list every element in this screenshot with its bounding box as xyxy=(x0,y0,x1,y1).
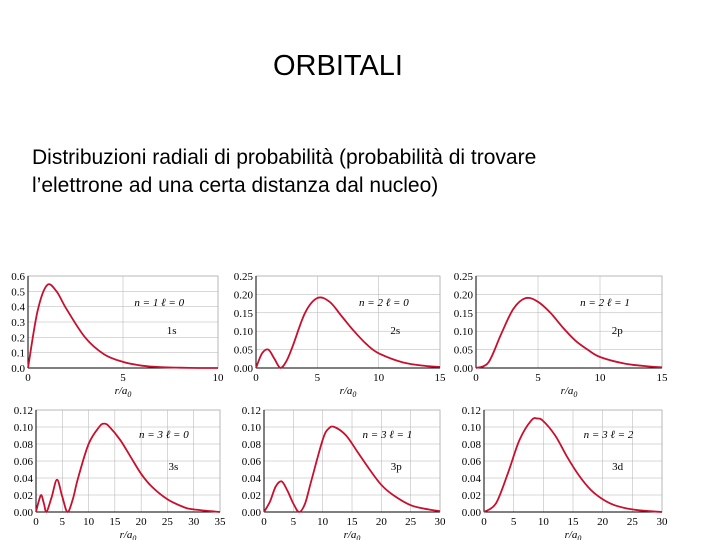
chart-2s-ytick-label: 0.25 xyxy=(233,271,253,283)
chart-3p-orbital-label: 3p xyxy=(390,461,402,473)
chart-2s-frame xyxy=(256,276,440,368)
chart-3p-ytick-label: 0.04 xyxy=(241,473,261,485)
chart-1s-ytick-label: 0.4 xyxy=(11,301,25,314)
chart-2p-curve xyxy=(476,298,662,368)
chart-2s-ytick-label: 0.10 xyxy=(233,326,253,339)
chart-1s-xtick-label: 10 xyxy=(212,372,224,384)
chart-3d-ytick-label: 0.08 xyxy=(461,439,481,451)
chart-1s-xtick-label: 5 xyxy=(120,372,126,384)
chart-3p-xtick-label: 20 xyxy=(375,516,387,528)
chart-3d-ytick-label: 0.10 xyxy=(461,422,481,434)
chart-2p-ytick-label: 0.15 xyxy=(453,307,473,320)
chart-3p-ytick-label: 0.02 xyxy=(241,490,261,502)
chart-3d-xlabel: $r/a_0$ xyxy=(564,529,582,540)
chart-3p-ytick-label: 0.08 xyxy=(241,439,261,451)
chart-3s-xlabel: $r/a_0$ xyxy=(119,529,137,540)
chart-3d-ytick-label: 0.06 xyxy=(461,456,481,468)
chart-3s-xtick-label: 5 xyxy=(59,516,66,528)
chart-3s-curve xyxy=(36,424,220,512)
chart-2p-quantum-label: n = 2 ℓ = 1 xyxy=(580,297,630,309)
chart-3s-xtick-label: 15 xyxy=(109,516,121,528)
chart-3s-xtick-label: 30 xyxy=(188,516,200,528)
chart-3s-ytick-label: 0.02 xyxy=(13,490,33,502)
chart-3d-xtick-label: 30 xyxy=(656,516,668,528)
subtitle-line-1: Distribuzioni radiali di probabilità (probabilità di trovare xyxy=(32,146,537,169)
chart-3s-ytick-label: 0.10 xyxy=(13,422,33,434)
slide-subtitle xyxy=(32,144,692,200)
chart-3p-xtick-label: 0 xyxy=(261,516,267,528)
chart-3d-xtick-label: 15 xyxy=(567,516,579,528)
chart-3d-orbital-label: 3d xyxy=(612,461,624,473)
chart-3s-ytick-label: 0.04 xyxy=(13,473,33,485)
chart-2p-xtick-label: 15 xyxy=(656,372,668,384)
chart-3p-xtick-label: 5 xyxy=(290,516,297,528)
chart-3s-ytick-label: 0.06 xyxy=(13,456,33,468)
chart-3p-xtick-label: 25 xyxy=(405,516,417,528)
radial-probability-charts xyxy=(0,260,720,540)
chart-2s-quantum-label: n = 2 ℓ = 0 xyxy=(359,297,409,309)
subtitle-line-2: l’elettrone ad una certa distanza dal nucleo) xyxy=(32,174,439,197)
chart-2p-xtick-label: 0 xyxy=(473,372,479,384)
chart-2s-xtick-label: 10 xyxy=(373,372,385,384)
chart-2p-ytick-label: 0.10 xyxy=(453,326,473,339)
chart-3d-quantum-label: n = 3 ℓ = 2 xyxy=(583,429,634,441)
chart-3p-ytick-label: 0.10 xyxy=(241,422,261,434)
chart-3p-ytick-label: 0.00 xyxy=(241,507,261,519)
chart-1s-ytick-label: 0.0 xyxy=(11,363,25,375)
chart-2p-ytick-label: 0.25 xyxy=(453,271,473,283)
chart-2s-curve xyxy=(256,297,440,368)
chart-1s-quantum-label: n = 1 ℓ = 0 xyxy=(134,297,185,309)
chart-3p-xlabel: $r/a_0$ xyxy=(343,529,361,540)
chart-3s-xtick-label: 35 xyxy=(214,516,226,528)
chart-3d-xtick-label: 25 xyxy=(626,516,638,528)
chart-2s-xtick-label: 0 xyxy=(253,372,259,384)
chart-3d-ytick-label: 0.12 xyxy=(461,405,481,417)
chart-2s-ytick-label: 0.00 xyxy=(233,363,253,375)
chart-1s-ytick-label: 0.6 xyxy=(11,271,25,283)
chart-2s-xlabel: $r/a_0$ xyxy=(339,385,357,399)
slide-title: ORBITALI xyxy=(273,50,403,82)
chart-2p-ytick-label: 0.00 xyxy=(453,363,473,375)
chart-3s-xtick-label: 25 xyxy=(161,516,173,528)
chart-3p-quantum-label: n = 3 ℓ = 1 xyxy=(362,429,413,441)
chart-3p-xtick-label: 30 xyxy=(434,516,446,528)
chart-2s-ytick-label: 0.20 xyxy=(233,289,253,302)
chart-3s-ytick-label: 0.12 xyxy=(13,405,33,417)
chart-3p-ytick-label: 0.12 xyxy=(241,405,261,417)
chart-2p-orbital-label: 2p xyxy=(611,325,623,337)
chart-3d-ytick-label: 0.04 xyxy=(461,473,481,485)
chart-3d-xtick-label: 5 xyxy=(510,516,517,528)
chart-2s-ytick-label: 0.15 xyxy=(233,307,253,320)
chart-2p-ytick-label: 0.05 xyxy=(453,344,473,357)
chart-2s-orbital-label: 2s xyxy=(390,325,401,337)
chart-3p-ytick-label: 0.06 xyxy=(241,456,261,468)
chart-2s-ytick-label: 0.05 xyxy=(233,344,253,357)
chart-1s-orbital-label: 1s xyxy=(166,325,177,337)
chart-3d-xtick-label: 10 xyxy=(537,516,549,528)
chart-2p-xtick-label: 5 xyxy=(535,372,541,384)
chart-1s-xtick-label: 0 xyxy=(25,372,31,384)
chart-1s-ytick-label: 0.3 xyxy=(11,317,25,329)
chart-2s-xtick-label: 15 xyxy=(434,372,446,384)
chart-1s-ytick-label: 0.5 xyxy=(11,286,25,299)
chart-2s-xtick-label: 5 xyxy=(314,372,321,384)
chart-2p-frame xyxy=(476,276,662,368)
chart-1s-ytick-label: 0.2 xyxy=(11,332,25,345)
chart-3s-ytick-label: 0.08 xyxy=(13,439,33,451)
chart-3d-xtick-label: 20 xyxy=(597,516,609,528)
chart-3d-ytick-label: 0.02 xyxy=(461,490,481,502)
chart-3s-ytick-label: 0.00 xyxy=(13,507,33,519)
chart-3s-xtick-label: 10 xyxy=(83,516,95,528)
chart-3p-xtick-label: 15 xyxy=(346,516,358,528)
chart-3s-quantum-label: n = 3 ℓ = 0 xyxy=(139,429,189,441)
chart-2p-xlabel: $r/a_0$ xyxy=(560,385,578,399)
chart-1s-ytick-label: 0.1 xyxy=(11,347,25,360)
chart-3d-ytick-label: 0.00 xyxy=(461,507,481,519)
chart-3s-xtick-label: 20 xyxy=(135,516,147,528)
chart-2p-xtick-label: 10 xyxy=(594,372,606,384)
chart-3d-xtick-label: 0 xyxy=(481,516,487,528)
chart-3p-xtick-label: 10 xyxy=(317,516,329,528)
chart-1s-xlabel: $r/a_0$ xyxy=(114,385,132,399)
chart-3s-xtick-label: 0 xyxy=(33,516,39,528)
chart-2p-ytick-label: 0.20 xyxy=(453,289,473,302)
chart-3s-orbital-label: 3s xyxy=(168,461,179,473)
